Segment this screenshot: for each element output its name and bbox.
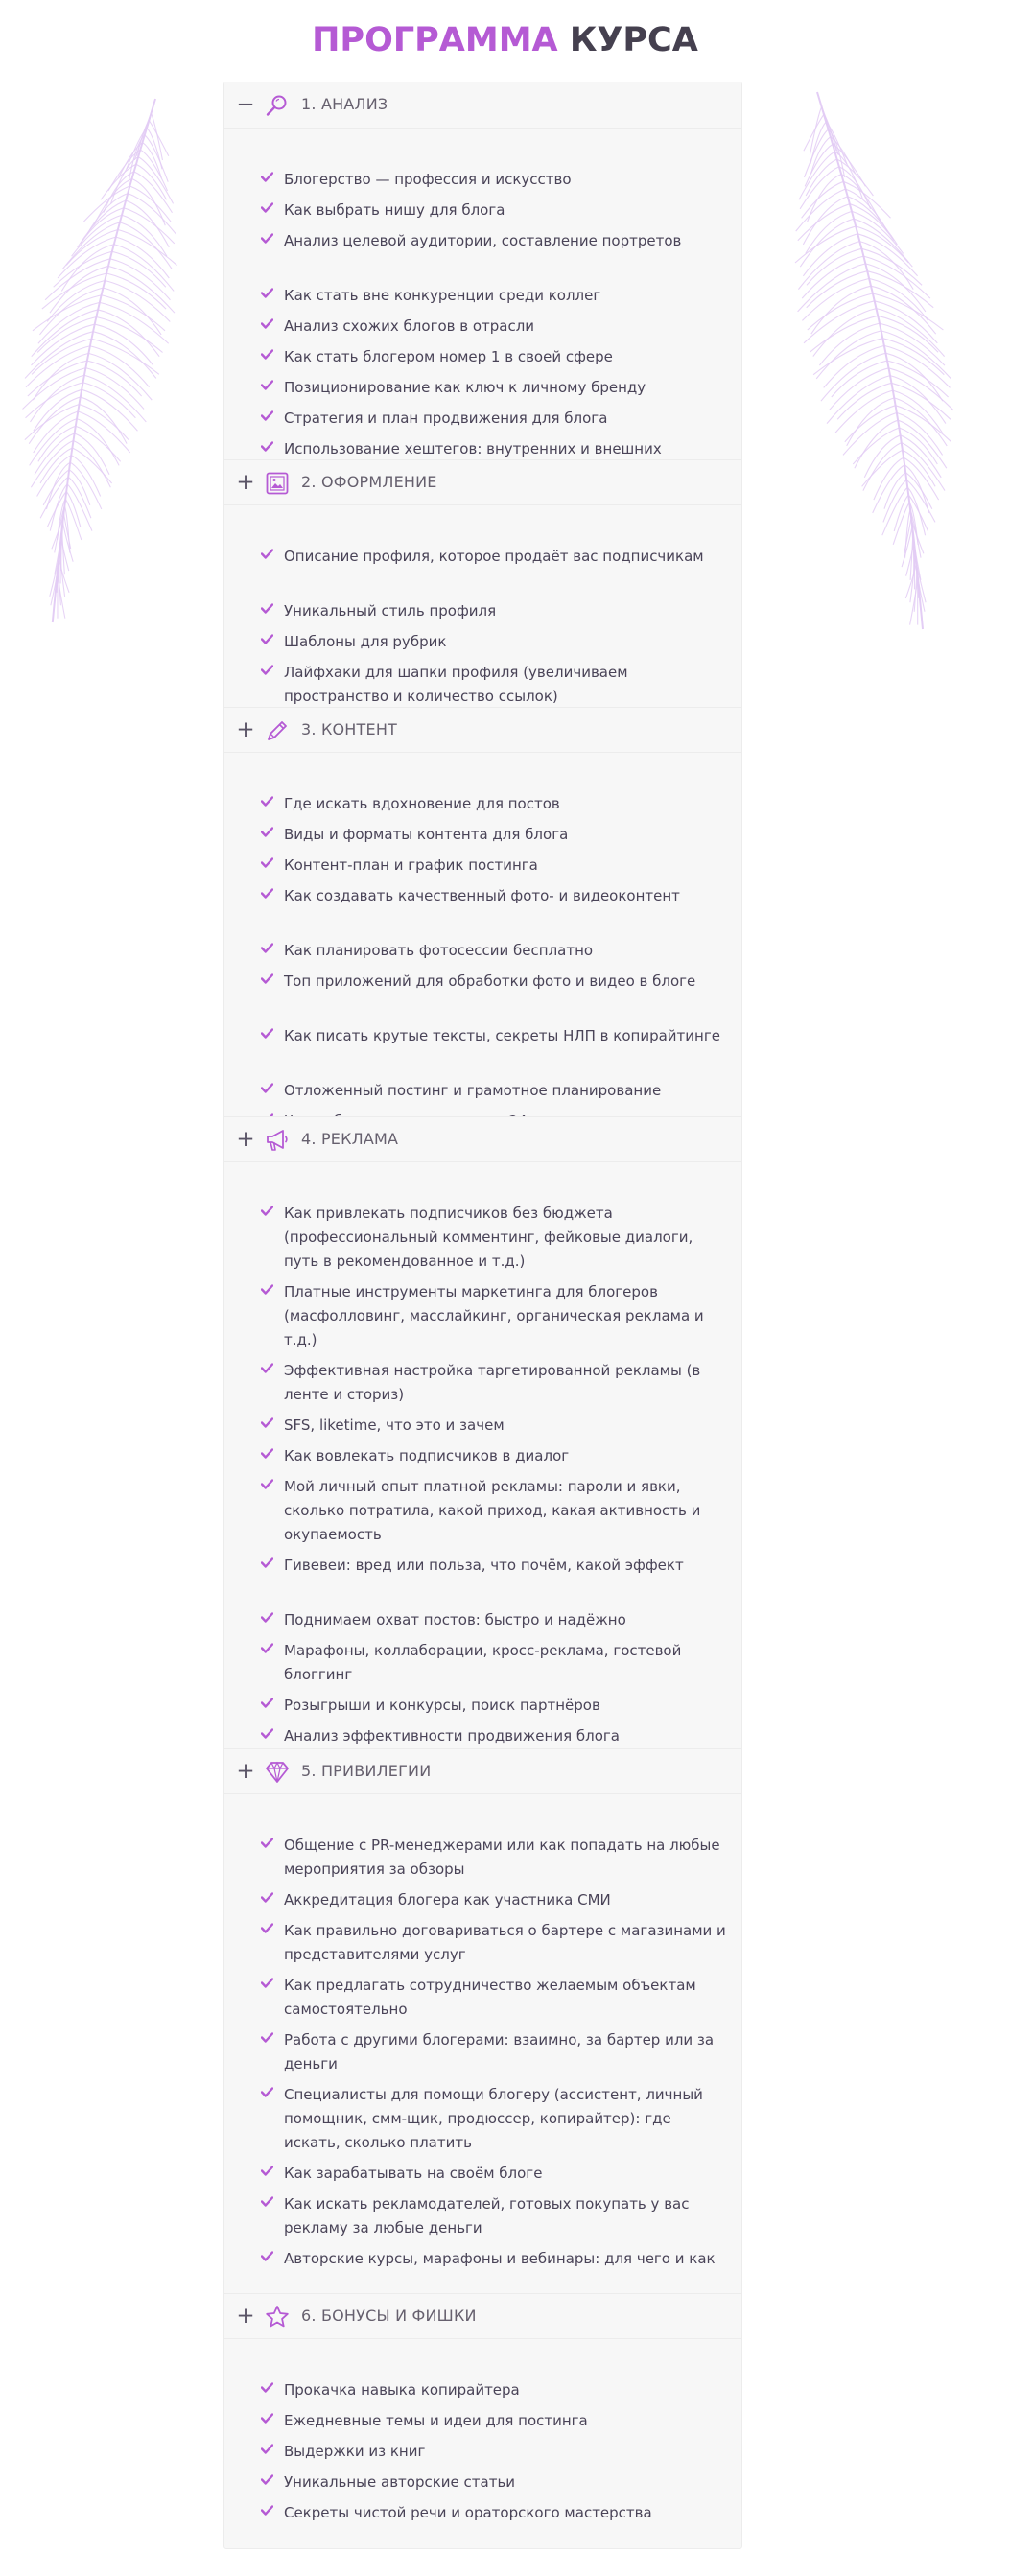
expand-icon[interactable]: + xyxy=(236,2304,255,2329)
list-item-text: Как стать блогером номер 1 в своей сфере xyxy=(284,348,613,365)
magnifier-icon xyxy=(265,93,290,118)
list-item xyxy=(261,1024,731,1048)
list-item xyxy=(261,661,731,709)
checkmark-icon xyxy=(261,1448,273,1459)
list-item xyxy=(261,792,731,816)
list-item xyxy=(261,2471,731,2494)
checkmark-icon xyxy=(261,349,273,360)
checkmark-icon xyxy=(261,1612,273,1623)
list-item-text: Розыгрыши и конкурсы, поиск партнёров xyxy=(284,1697,600,1714)
checkmark-icon xyxy=(261,1643,273,1653)
expand-icon[interactable]: + xyxy=(236,1759,255,1784)
checkmark-icon xyxy=(261,2413,273,2424)
list-item-text: Ежедневные темы и идеи для постинга xyxy=(284,2412,588,2429)
list-item xyxy=(261,345,731,369)
checkmark-icon xyxy=(261,2087,273,2097)
list-item xyxy=(261,1974,731,2022)
checkmark-icon xyxy=(261,2166,273,2176)
list-item-text: Как вовлекать подписчиков в диалог xyxy=(284,1447,570,1464)
checkmark-icon xyxy=(261,1728,273,1739)
diamond-icon xyxy=(265,1760,290,1785)
list-item-text: Специалисты для помощи блогеру (ассистент, личный помощник, смм-щик, продюссер, копирайтер): где искать, сколько платить xyxy=(284,2086,703,2151)
checkmark-icon xyxy=(261,943,273,953)
checkmark-icon xyxy=(261,202,273,213)
list-item-text: Как писать крутые тексты, секреты НЛП в копирайтинге xyxy=(284,1027,720,1044)
list-item xyxy=(261,939,731,963)
list-item xyxy=(261,199,731,222)
list-item-text: Блогерство — профессия и искусство xyxy=(284,171,572,188)
checkmark-icon xyxy=(261,796,273,807)
list-item xyxy=(261,1444,731,1468)
feather-decoration-right xyxy=(777,82,969,639)
list-item xyxy=(261,407,731,431)
list-item-text: Марафоны, коллаборации, кросс-реклама, гостевой блоггинг xyxy=(284,1642,682,1683)
section-header-2[interactable] xyxy=(224,459,741,505)
list-item xyxy=(261,2083,731,2155)
section-title: 5. ПРИВИЛЕГИИ xyxy=(301,1762,432,1780)
list-item-text: Описание профиля, которое продаёт вас подписчикам xyxy=(284,548,704,565)
list-item-text: Авторские курсы, марафоны и вебинары: для чего и как xyxy=(284,2250,716,2267)
list-item-text: Контент-план и график постинга xyxy=(284,856,538,874)
checkmark-icon xyxy=(261,1978,273,1988)
page-title-accent: ПРОГРАММА xyxy=(312,21,558,59)
list-item-text: Как стать вне конкуренции среди коллег xyxy=(284,287,601,304)
list-item-text: Шаблоны для рубрик xyxy=(284,633,447,650)
checkmark-icon xyxy=(261,318,273,329)
list-item xyxy=(261,545,731,569)
list-item-text: Поднимаем охват постов: быстро и надёжно xyxy=(284,1611,626,1628)
checkmark-icon xyxy=(261,2382,273,2393)
section-title: 6. БОНУСЫ И ФИШКИ xyxy=(301,2307,477,2325)
checkmark-icon xyxy=(261,1417,273,1428)
list-item xyxy=(261,2501,731,2525)
section-header-5[interactable] xyxy=(224,1748,741,1794)
checkmark-icon xyxy=(261,1698,273,1708)
list-item xyxy=(261,1280,731,1352)
list-item-text: Отложенный постинг и грамотное планирование xyxy=(284,1082,662,1099)
list-item xyxy=(261,2192,731,2240)
list-item xyxy=(261,2162,731,2186)
section-title: 1. АНАЛИЗ xyxy=(301,95,388,113)
checkmark-icon xyxy=(261,172,273,182)
expand-icon[interactable]: + xyxy=(236,717,255,742)
list-item-text: Как выбрать нишу для блога xyxy=(284,201,505,219)
list-item xyxy=(261,1554,731,1578)
list-item xyxy=(261,599,731,623)
checkmark-icon xyxy=(261,888,273,899)
page-title xyxy=(0,13,1010,67)
list-item xyxy=(261,1079,731,1103)
checkmark-icon xyxy=(261,1923,273,1933)
list-item-text: Как планировать фотосессии бесплатно xyxy=(284,942,594,959)
list-item-text: Лайфхаки для шапки профиля (увеличиваем пространство и количество ссылок) xyxy=(284,664,628,705)
list-item-text: Анализ схожих блогов в отрасли xyxy=(284,317,535,335)
checkmark-icon xyxy=(261,1557,273,1568)
list-item-text: Виды и форматы контента для блога xyxy=(284,826,569,843)
list-item-text: Стратегия и план продвижения для блога xyxy=(284,410,608,427)
list-item-text: Как предлагать сотрудничество желаемым объектам самостоятельно xyxy=(284,1977,696,2018)
checkmark-icon xyxy=(261,827,273,837)
list-item-text: Прокачка навыка копирайтера xyxy=(284,2381,520,2399)
checkmark-icon xyxy=(261,2196,273,2207)
checkmark-icon xyxy=(261,233,273,244)
feather-decoration-left xyxy=(8,82,195,639)
expand-icon[interactable]: + xyxy=(236,470,255,495)
star-icon xyxy=(265,2305,290,2330)
section-title: 3. КОНТЕНТ xyxy=(301,720,398,738)
list-item-text: Использование хештегов: внутренних и внешних xyxy=(284,440,662,457)
list-item-text: Анализ целевой аудитории, составление портретов xyxy=(284,232,682,249)
list-item xyxy=(261,376,731,400)
list-item-text: Общение с PR-менеджерами или как попадать на любые мероприятия за обзоры xyxy=(284,1837,720,1878)
checkmark-icon xyxy=(261,857,273,868)
list-item xyxy=(261,2409,731,2433)
checkmark-icon xyxy=(261,603,273,614)
list-item xyxy=(261,1888,731,1912)
list-item-text: Как привлекать подписчиков без бюджета (профессиональный комментинг, фейковые диалоги, путь в рекомендованное и т.д.) xyxy=(284,1205,693,1270)
list-item xyxy=(261,2028,731,2076)
megaphone-icon xyxy=(265,1128,290,1153)
checkmark-icon xyxy=(261,1083,273,1093)
page-title-rest: КУРСА xyxy=(569,21,698,59)
list-item xyxy=(261,2247,731,2271)
list-item-text: Анализ эффективности продвижения блога xyxy=(284,1727,620,1745)
checkmark-icon xyxy=(261,2032,273,2043)
checkmark-icon xyxy=(261,973,273,984)
checkmark-icon xyxy=(261,2474,273,2485)
list-item-text: Как искать рекламодателей, готовых покупать у вас рекламу за любые деньги xyxy=(284,2195,690,2236)
checkmark-icon xyxy=(261,549,273,559)
list-item xyxy=(261,1724,731,1748)
checkmark-icon xyxy=(261,1028,273,1039)
list-item-text: Платные инструменты маркетинга для блогеров (масфолловинг, масслайкинг, органическая реклама и т.д.) xyxy=(284,1283,704,1348)
list-item-text: Позиционирование как ключ к личному бренду xyxy=(284,379,646,396)
list-item xyxy=(261,970,731,994)
checkmark-icon xyxy=(261,1838,273,1848)
list-item xyxy=(261,1414,731,1438)
course-program-accordion xyxy=(223,82,742,2549)
list-item xyxy=(261,1694,731,1718)
list-item xyxy=(261,2440,731,2464)
list-item-text: Гивевеи: вред или польза, что почём, какой эффект xyxy=(284,1557,684,1574)
checkmark-icon xyxy=(261,634,273,644)
list-item xyxy=(261,884,731,908)
checkmark-icon xyxy=(261,1479,273,1489)
list-item xyxy=(261,1359,731,1407)
checkmark-icon xyxy=(261,1363,273,1373)
list-item-text: Как зарабатывать на своём блоге xyxy=(284,2165,543,2182)
list-item xyxy=(261,437,731,461)
checkmark-icon xyxy=(261,1892,273,1903)
list-item-text: Где искать вдохновение для постов xyxy=(284,795,560,812)
list-item-text: Уникальные авторские статьи xyxy=(284,2473,516,2491)
list-item xyxy=(261,229,731,253)
picture-frame-icon xyxy=(265,471,290,496)
section-title: 4. РЕКЛАМА xyxy=(301,1130,399,1148)
list-item xyxy=(261,2378,731,2402)
list-item xyxy=(261,315,731,339)
list-item-text: Мой личный опыт платной рекламы: пароли и явки, сколько потратила, какой приход, какая активность и окупаемость xyxy=(284,1478,701,1543)
list-item-text: Аккредитация блогера как участника СМИ xyxy=(284,1891,611,1909)
list-item xyxy=(261,284,731,308)
list-item xyxy=(261,1608,731,1632)
section-header-3[interactable] xyxy=(224,707,741,753)
section-header-4[interactable] xyxy=(224,1116,741,1162)
checkmark-icon xyxy=(261,441,273,452)
list-item-text: SFS, liketime, что это и зачем xyxy=(284,1417,505,1434)
checkmark-icon xyxy=(261,380,273,390)
pencil-icon xyxy=(265,718,290,743)
list-item xyxy=(261,1475,731,1547)
list-item-text: Уникальный стиль профиля xyxy=(284,602,497,620)
checkmark-icon xyxy=(261,1284,273,1295)
expand-icon[interactable]: + xyxy=(236,1127,255,1152)
list-item-text: Топ приложений для обработки фото и видео в блоге xyxy=(284,972,696,990)
collapse-icon[interactable]: − xyxy=(236,92,255,117)
list-item xyxy=(261,823,731,847)
list-item xyxy=(261,168,731,192)
checkmark-icon xyxy=(261,665,273,675)
list-item-text: Как создавать качественный фото- и видеоконтент xyxy=(284,887,680,904)
list-item-text: Эффективная настройка таргетированной рекламы (в ленте и сториз) xyxy=(284,1362,701,1403)
list-item-text: Как правильно договариваться о бартере с магазинами и представителями услуг xyxy=(284,1922,726,1963)
section-header-1[interactable] xyxy=(224,82,741,129)
list-item-text: Секреты чистой речи и ораторского мастерства xyxy=(284,2504,652,2521)
list-item xyxy=(261,1834,731,1882)
list-item xyxy=(261,1919,731,1967)
list-item xyxy=(261,1202,731,1274)
section-header-6[interactable] xyxy=(224,2293,741,2339)
list-item xyxy=(261,630,731,654)
checkmark-icon xyxy=(261,1206,273,1216)
checkmark-icon xyxy=(261,2444,273,2454)
checkmark-icon xyxy=(261,2251,273,2261)
section-title: 2. ОФОРМЛЕНИЕ xyxy=(301,473,437,491)
list-item xyxy=(261,1639,731,1687)
list-item xyxy=(261,854,731,878)
list-item-text: Работа с другими блогерами: взаимно, за бартер или за деньги xyxy=(284,2031,715,2073)
checkmark-icon xyxy=(261,2505,273,2516)
checkmark-icon xyxy=(261,410,273,421)
checkmark-icon xyxy=(261,288,273,298)
list-item-text: Выдержки из книг xyxy=(284,2443,426,2460)
